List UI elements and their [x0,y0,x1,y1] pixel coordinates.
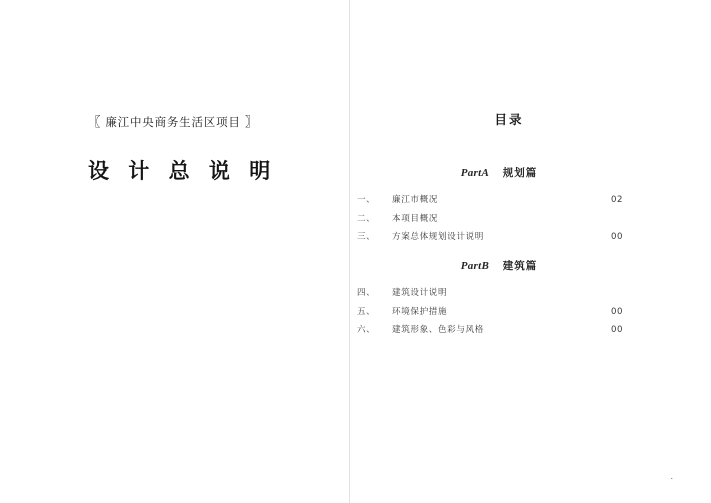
toc-part-name: 建筑篇 [502,260,538,272]
toc-entry-number: 一、 [357,195,376,205]
page-title: 设 计 总 说 明 [88,158,277,183]
bracket-open: 〖 [88,114,102,129]
toc-section-part-a [349,165,649,247]
page-footer-mark: . [670,472,673,481]
toc-entry-label: 建筑设计说明 [392,288,448,298]
cover-project-line [88,112,308,130]
toc-entry-number: 二、 [357,213,376,224]
toc-entry-number: 六、 [357,325,376,335]
cover-project-name: 廉江中央商务生活区项目 [105,115,241,129]
cover-column [0,0,349,503]
toc-section-heading [349,165,649,180]
toc-entry-number: 三、 [357,232,376,242]
toc-entry[interactable] [349,284,649,303]
toc-entry-label: 建筑形象、色彩与风格 [392,325,484,335]
toc-entry[interactable] [349,303,649,322]
toc-column [349,0,711,503]
toc-entry-number: 四、 [357,288,376,298]
toc-entry-page: 00 [611,232,623,242]
toc-part-label: PartB [460,260,490,272]
toc-entry[interactable] [349,210,649,229]
toc-part-label: PartA [460,167,490,179]
toc-entry-label: 环境保护措施 [392,306,448,317]
toc-entry-label: 本项目概况 [392,213,438,224]
toc-section-heading [349,258,649,273]
toc-entry-number: 五、 [357,306,376,317]
toc-part-name: 规划篇 [502,167,538,179]
toc-entry-page: 02 [611,195,623,205]
toc-entry-label: 廉江市概况 [392,195,438,205]
toc-entry[interactable] [349,191,649,210]
toc-entry-page: 00 [611,325,623,335]
toc-entry[interactable] [349,321,649,340]
toc-heading: 目录 [494,112,524,127]
bracket-close: 〗 [244,114,259,129]
toc-section-part-b [349,258,649,340]
toc-entry[interactable] [349,228,649,247]
toc-entry-page: 00 [611,306,623,317]
toc-entry-label: 方案总体规划设计说明 [392,232,484,242]
